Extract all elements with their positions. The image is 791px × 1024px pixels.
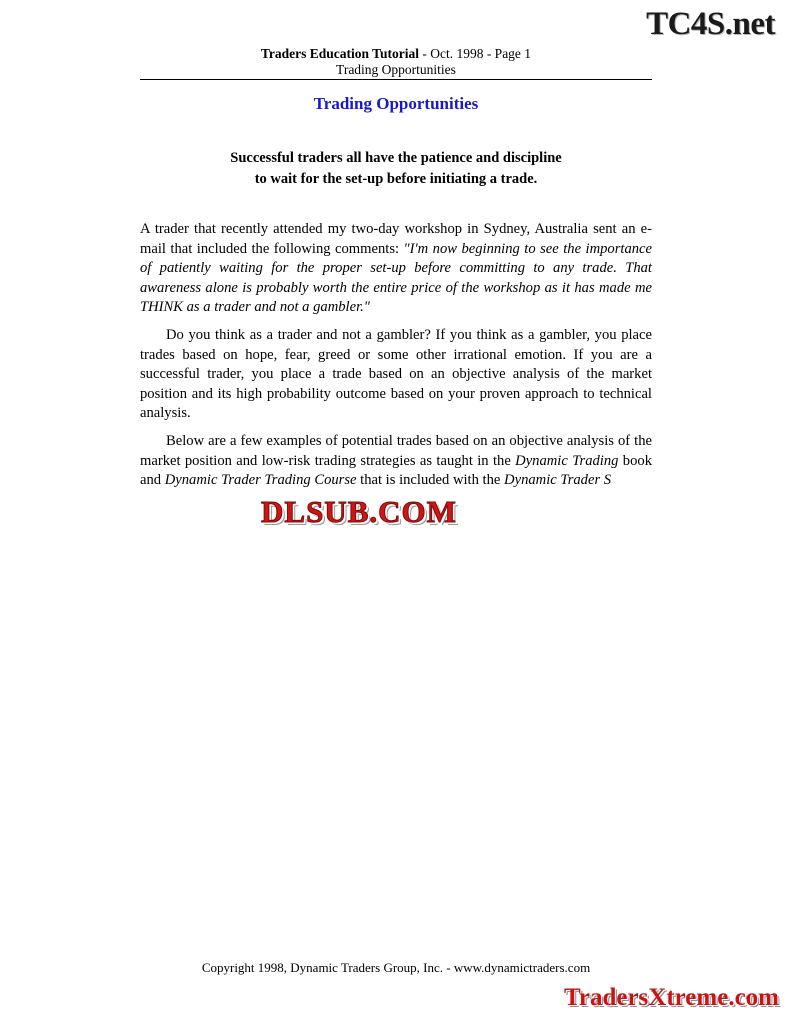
paragraph-3-part-c: that is included with the <box>356 472 505 489</box>
paragraph-3-italic-3: Dynamic Trader S <box>504 472 612 489</box>
header-title-rest: - Oct. 1998 - Page 1 <box>418 46 532 61</box>
subtitle <box>140 148 652 190</box>
paragraph-3-part-a: Below are a few examples of potential trades based on an objective analysis of the market position and low-risk trading strategies as taught in the <box>140 432 652 469</box>
subtitle-line-1: Successful traders all have the patience and discipline <box>230 150 562 166</box>
body-content <box>140 220 652 491</box>
header-line-2: Trading Opportunities <box>336 61 456 77</box>
watermark-top-right: TC4S.net <box>646 6 775 42</box>
watermark-bottom-right: TradersXtreme.com <box>564 984 779 1011</box>
paragraph-1 <box>140 220 652 318</box>
paragraph-1-intro: A trader that recently attended my two-day workshop in Sydney, Australia sent an e-mail that included the following comments: <box>140 221 652 257</box>
header-divider <box>140 79 652 80</box>
subtitle-line-2: to wait for the set-up before initiating a trade. <box>254 171 538 187</box>
paragraph-3-part-b: book and <box>140 452 652 489</box>
paragraph-1-quote: "I'm now beginning to see the importance of patiently waiting for the proper set-up before committing to any trade. That awareness alone is probably worth the entire price of the workshop as it has made me THINK as a trader and not a gambler." <box>140 240 652 316</box>
header-title-bold: Traders Education Tutorial <box>260 46 419 61</box>
paragraph-2: Do you think as a trader and not a gambler? If you think as a gambler, you place trades based on hope, fear, greed or some other irrational emotion. If you are a successful trader, you place a trade based on an objective analysis of the market position and its high probability outcome based on your proven approach to technical analysis. <box>140 326 652 422</box>
header-line-1 <box>140 46 652 62</box>
page-footer: Copyright 1998, Dynamic Traders Group, Inc. - www.dynamictraders.com <box>201 960 591 975</box>
paragraph-3-italic-2: Dynamic Trader Trading Course <box>164 472 357 489</box>
page-title: Trading Opportunities <box>313 94 479 113</box>
paragraph-3-italic-1: Dynamic Trading <box>515 452 619 469</box>
paragraph-3 <box>140 432 652 491</box>
watermark-center: DLSUB.COM <box>261 494 457 529</box>
page-header <box>140 46 652 77</box>
